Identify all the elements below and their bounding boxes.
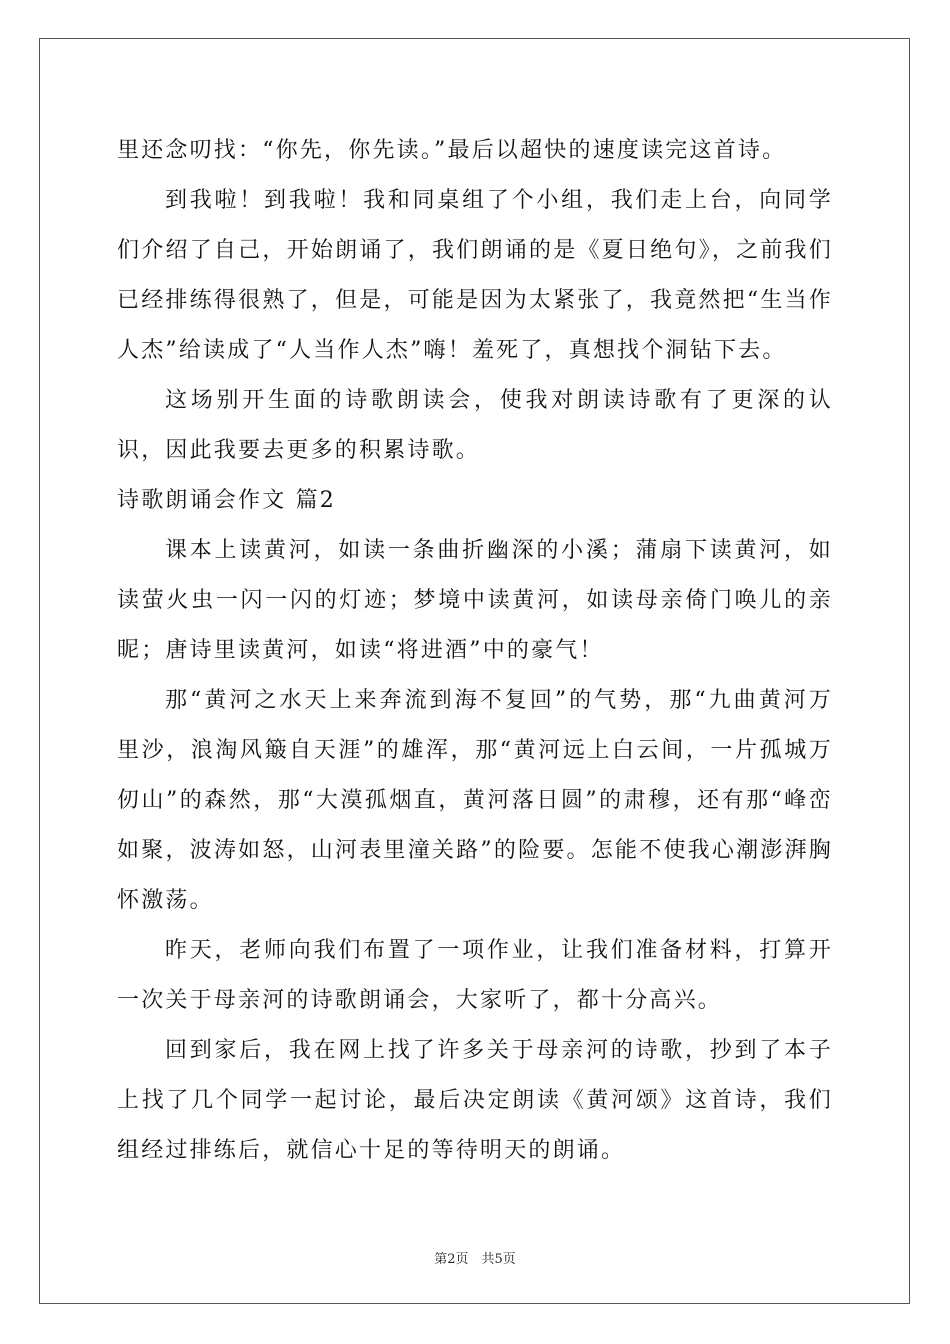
paragraph: 那“黄河之水天上来奔流到海不复回”的气势，那“九曲黄河万里沙，浪淘风簸自天涯”的雄浑，那“黄河远上白云间，一片孤城万仞山”的森然，那“大漠孤烟直，黄河落日圆”的肃穆，还有那“峰峦如聚，波涛如怒，山河表里潼关路”的险要。怎能不使我心潮澎湃胸怀激荡。 [117,688,833,913]
paragraph: 昨天，老师向我们布置了一项作业，让我们准备材料，打算开一次关于母亲河的诗歌朗诵会，大家听了，都十分高兴。 [117,938,833,1013]
document-body [117,126,833,1176]
paragraph-continued: 里还念叨找：“你先，你先读。”最后以超快的速度读完这首诗。 [117,138,787,163]
page-number: 第2页 共5页 [434,1252,516,1267]
paragraph: 课本上读黄河，如读一条曲折幽深的小溪；蒲扇下读黄河，如读萤火虫一闪一闪的灯迹；梦境中读黄河，如读母亲倚门唤儿的亲昵；唐诗里读黄河，如读“将进酒”中的豪气！ [117,538,833,663]
paragraph: 回到家后，我在网上找了许多关于母亲河的诗歌，抄到了本子上找了几个同学一起讨论，最后决定朗读《黄河颂》这首诗，我们组经过排练后，就信心十足的等待明天的朗诵。 [117,1038,833,1163]
paragraph: 这场别开生面的诗歌朗读会，使我对朗读诗歌有了更深的认识，因此我要去更多的积累诗歌。 [117,388,833,463]
section-heading: 诗歌朗诵会作文 篇2 [117,488,336,513]
paragraph: 到我啦！到我啦！我和同桌组了个小组，我们走上台，向同学们介绍了自己，开始朗诵了，我们朗诵的是《夏日绝句》，之前我们已经排练得很熟了，但是，可能是因为太紧张了，我竟然把“生当作人杰”给读成了“人当作人杰”嗨！羞死了，真想找个洞钻下去。 [117,188,833,363]
